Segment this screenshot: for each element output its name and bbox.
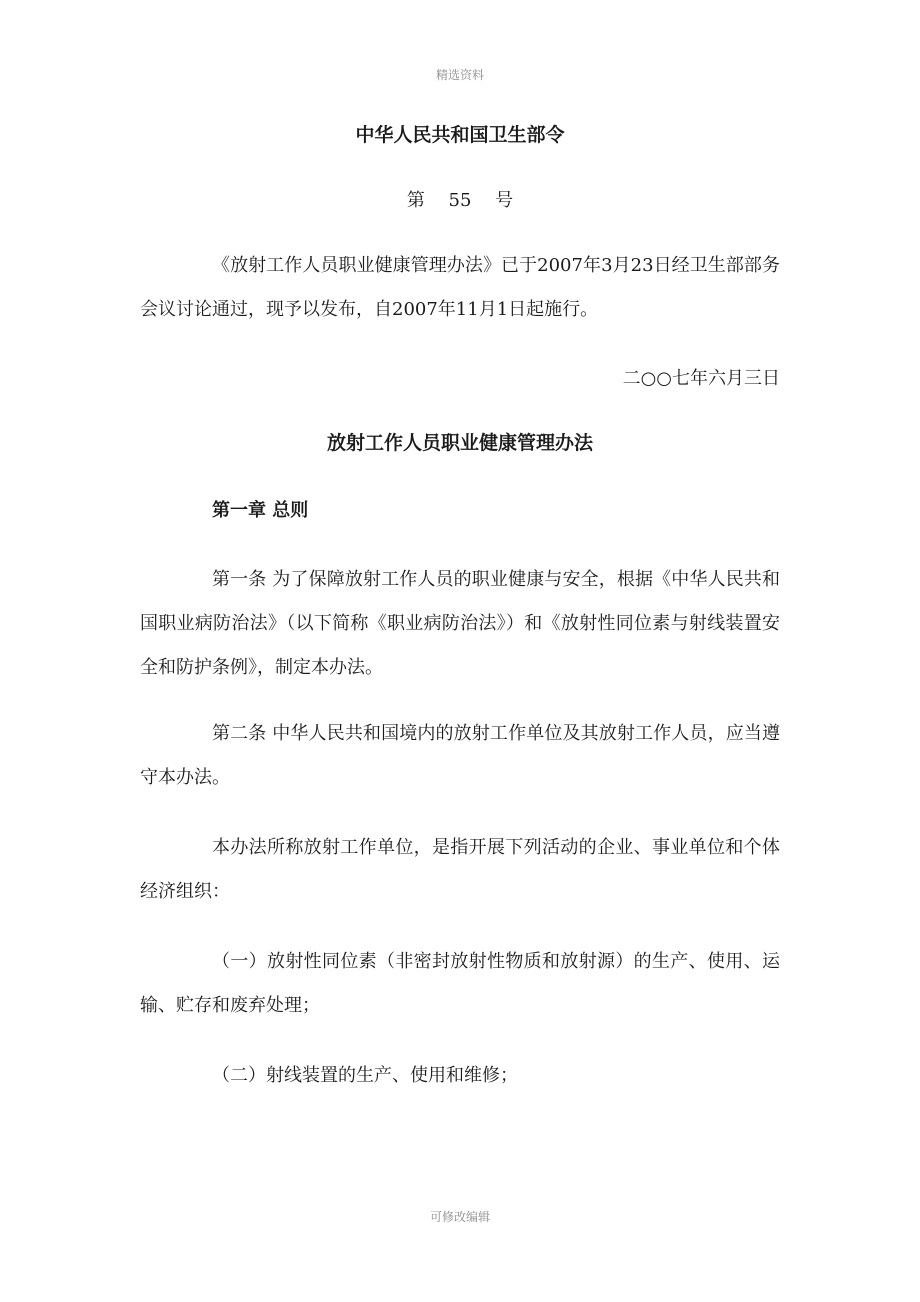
article-2-paragraph: 第二条 中华人民共和国境内的放射工作单位及其放射工作人员，应当遵守本办法。 xyxy=(140,723,780,788)
announcement-paragraph: 《放射工作人员职业健康管理办法》已于2007年3月23日经卫生部部务会议讨论通过，现予以发布，自2007年11月1日起施行。 xyxy=(140,255,780,320)
page-header-note: 精选资料 xyxy=(435,68,484,82)
article-1-paragraph: 第一条 为了保障放射工作人员的职业健康与安全，根据《中华人民共和国职业病防治法》（以下简称《职业病防治法》）和《放射性同位素与射线装置安全和防护条例》，制定本办法。 xyxy=(140,569,780,678)
chapter-heading: 第一章 总则 xyxy=(212,500,309,521)
list-item-1-paragraph: （一）放射性同位素（非密封放射性物质和放射源）的生产、使用、运输、贮存和废弃处理； xyxy=(140,951,780,1016)
document-title: 放射工作人员职业健康管理办法 xyxy=(326,432,593,454)
definition-paragraph: 本办法所称放射工作单位，是指开展下列活动的企业、事业单位和个体经济组织： xyxy=(140,837,780,902)
issue-date: 二○○七年六月三日 xyxy=(622,368,780,389)
order-title: 中华人民共和国卫生部令 xyxy=(355,124,565,146)
list-item-2-paragraph: （二）射线装置的生产、使用和维修； xyxy=(212,1065,518,1086)
page-footer-note: 可修改编辑 xyxy=(429,1210,490,1224)
order-number: 第 55 号 xyxy=(406,190,514,211)
